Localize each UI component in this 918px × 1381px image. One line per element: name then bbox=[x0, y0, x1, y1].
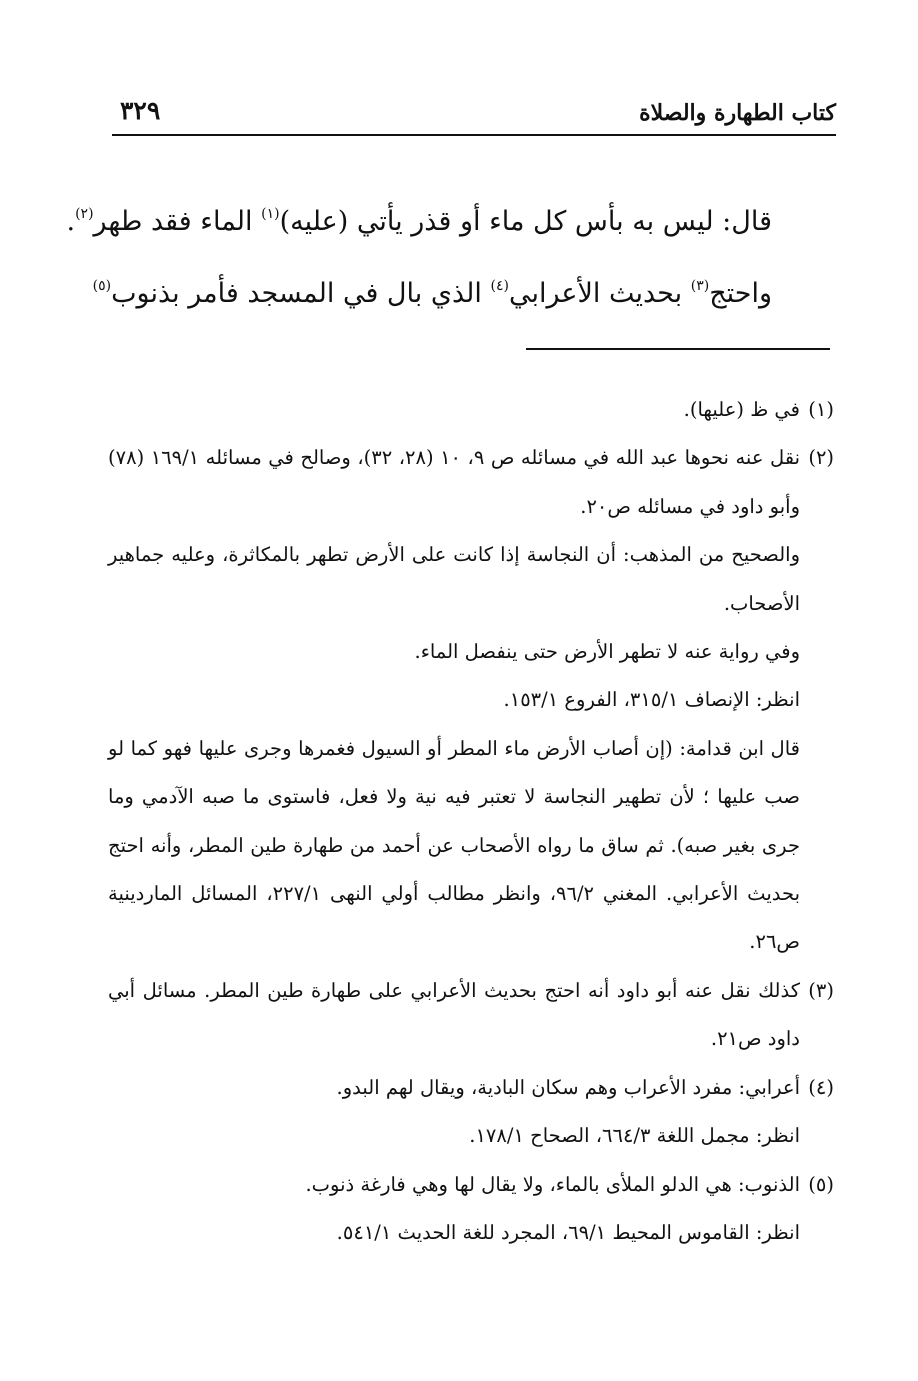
text-segment: قال: ليس به بأس كل ماء أو قذر يأتي (عليه) bbox=[279, 206, 772, 237]
footnote-text: أعرابي: مفرد الأعراب وهم سكان البادية، ويقال لهم البدو. bbox=[336, 1075, 800, 1099]
footnote-text: كذلك نقل عنه أبو داود أنه احتج بحديث الأعرابي على طهارة طين المطر. مسائل أبي داود ص٢١. bbox=[108, 978, 800, 1051]
running-header bbox=[112, 94, 836, 136]
footnote-1 bbox=[108, 386, 834, 434]
footnote-number: (٢) bbox=[808, 446, 835, 470]
footnote-paragraph: قال ابن قدامة: (إن أصاب الأرض ماء المطر أو السيول فغمرها وجرى عليها فهو كما لو صب عليها ؛ لأن تطهير النجاسة لا تعتبر فيه نية ولا فعل، فاستوى ما صبه الآدمي وما جرى بغير صبه). ثم ساق ما رواه الأصحاب عن أحمد من طهارة طين المطر، وأنه احتج بحديث الأعرابي. المغني ٩٦/٢، وانظر مطالب أولي النهى ٢٢٧/١، المسائل الماردينية ص٢٦. bbox=[108, 736, 800, 954]
footnote-4 bbox=[108, 1064, 834, 1112]
text-segment: الماء فقد طهر bbox=[93, 206, 262, 237]
footnote-number: (٤) bbox=[808, 1075, 834, 1099]
main-text-line bbox=[92, 254, 772, 326]
footnote-number: (٣) bbox=[808, 978, 834, 1002]
text-segment: بحديث الأعرابي bbox=[508, 278, 691, 309]
footnote-2 bbox=[108, 434, 834, 531]
footnote-ref[interactable]: (٥) bbox=[92, 278, 112, 294]
footnote-5 bbox=[108, 1161, 834, 1209]
footnote-paragraph: انظر: الإنصاف ٣١٥/١، الفروع ١٥٣/١. bbox=[503, 688, 800, 712]
footnote-3 bbox=[108, 967, 834, 1064]
footnote-paragraph: وفي رواية عنه لا تطهر الأرض حتى ينفصل الماء. bbox=[414, 640, 800, 664]
page-number: ٣٢٩ bbox=[120, 96, 161, 125]
header-title: كتاب الطهارة والصلاة bbox=[639, 100, 836, 126]
footnotes bbox=[108, 386, 834, 1257]
footnote-ref[interactable]: (٣) bbox=[690, 278, 710, 294]
footnote-separator bbox=[526, 348, 830, 350]
footnote-text: في ظ (عليها). bbox=[683, 398, 800, 421]
footnote-text: الذنوب: هي الدلو الملأى بالماء، ولا يقال لها وهي فارغة ذنوب. bbox=[305, 1172, 800, 1196]
footnote-paragraph: والصحيح من المذهب: أن النجاسة إذا كانت على الأرض تطهر بالمكاثرة، وعليه جماهير الأصحاب. bbox=[108, 543, 800, 615]
text-segment: . bbox=[66, 206, 76, 237]
footnote-paragraph: انظر: مجمل اللغة ٦٦٤/٣، الصحاح ١٧٨/١. bbox=[469, 1124, 800, 1148]
main-text bbox=[66, 182, 772, 326]
footnote-number: (١) bbox=[808, 398, 834, 421]
footnote-number: (٥) bbox=[808, 1172, 834, 1196]
footnote-text: نقل عنه نحوها عبد الله في مسائله ص ٩، ١٠ (٢٨، ٣٢)، وصالح في مسائله ١٦٩/١ (٧٨) وأبو داود في مسائله ص٢٠. bbox=[108, 446, 801, 518]
footnote-paragraph: انظر: القاموس المحيط ٦٩/١، المجرد للغة الحديث ٥٤١/١. bbox=[336, 1220, 800, 1244]
footnote-ref[interactable]: (١) bbox=[261, 206, 280, 222]
main-text-line bbox=[66, 182, 772, 254]
text-segment: واحتج bbox=[709, 278, 772, 309]
footnote-ref[interactable]: (٤) bbox=[490, 278, 509, 294]
footnote-ref[interactable]: (٢) bbox=[75, 206, 94, 222]
text-segment: الذي بال في المسجد فأمر بذنوب bbox=[111, 278, 491, 309]
